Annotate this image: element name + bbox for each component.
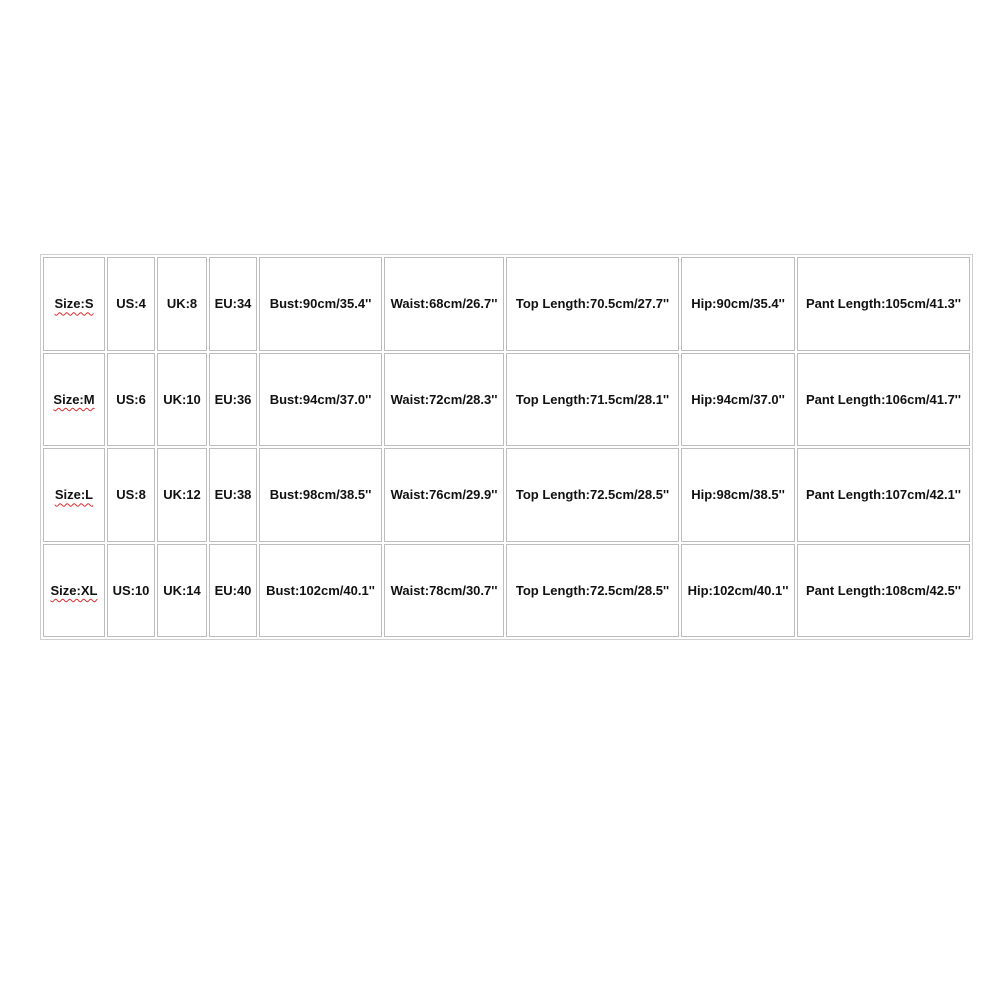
us-size-cell: US:6 xyxy=(107,353,155,447)
hip-cell: Hip:90cm/35.4'' xyxy=(681,257,795,351)
top-length-cell: Top Length:72.5cm/28.5'' xyxy=(506,544,679,638)
size-label: Size:M xyxy=(53,391,95,407)
uk-size-cell: UK:12 xyxy=(157,448,207,542)
size-cell xyxy=(43,448,105,542)
waist-cell: Waist:72cm/28.3'' xyxy=(384,353,504,447)
hip-cell: Hip:102cm/40.1'' xyxy=(681,544,795,638)
size-cell xyxy=(43,257,105,351)
bust-cell: Bust:90cm/35.4'' xyxy=(259,257,382,351)
size-cell xyxy=(43,353,105,447)
table-row xyxy=(43,257,970,351)
bust-cell: Bust:98cm/38.5'' xyxy=(259,448,382,542)
waist-cell: Waist:76cm/29.9'' xyxy=(384,448,504,542)
eu-size-cell: EU:38 xyxy=(209,448,257,542)
uk-size-cell: UK:8 xyxy=(157,257,207,351)
table-row xyxy=(43,448,970,542)
pant-length-cell: Pant Length:105cm/41.3'' xyxy=(797,257,970,351)
uk-size-cell: UK:10 xyxy=(157,353,207,447)
size-label: Size:S xyxy=(54,296,94,312)
pant-length-cell: Pant Length:107cm/42.1'' xyxy=(797,448,970,542)
bust-cell: Bust:94cm/37.0'' xyxy=(259,353,382,447)
top-length-cell: Top Length:70.5cm/27.7'' xyxy=(506,257,679,351)
top-length-cell: Top Length:71.5cm/28.1'' xyxy=(506,353,679,447)
eu-size-cell: EU:34 xyxy=(209,257,257,351)
pant-length-cell: Pant Length:108cm/42.5'' xyxy=(797,544,970,638)
us-size-cell: US:4 xyxy=(107,257,155,351)
table-row xyxy=(43,544,970,638)
waist-cell: Waist:78cm/30.7'' xyxy=(384,544,504,638)
table-row xyxy=(43,353,970,447)
waist-cell: Waist:68cm/26.7'' xyxy=(384,257,504,351)
us-size-cell: US:10 xyxy=(107,544,155,638)
bust-cell: Bust:102cm/40.1'' xyxy=(259,544,382,638)
us-size-cell: US:8 xyxy=(107,448,155,542)
pant-length-cell: Pant Length:106cm/41.7'' xyxy=(797,353,970,447)
top-length-cell: Top Length:72.5cm/28.5'' xyxy=(506,448,679,542)
uk-size-cell: UK:14 xyxy=(157,544,207,638)
eu-size-cell: EU:40 xyxy=(209,544,257,638)
size-cell xyxy=(43,544,105,638)
hip-cell: Hip:94cm/37.0'' xyxy=(681,353,795,447)
hip-cell: Hip:98cm/38.5'' xyxy=(681,448,795,542)
size-label: Size:L xyxy=(54,487,94,503)
size-label: Size:XL xyxy=(50,582,98,598)
eu-size-cell: EU:36 xyxy=(209,353,257,447)
size-chart-table xyxy=(40,254,973,640)
